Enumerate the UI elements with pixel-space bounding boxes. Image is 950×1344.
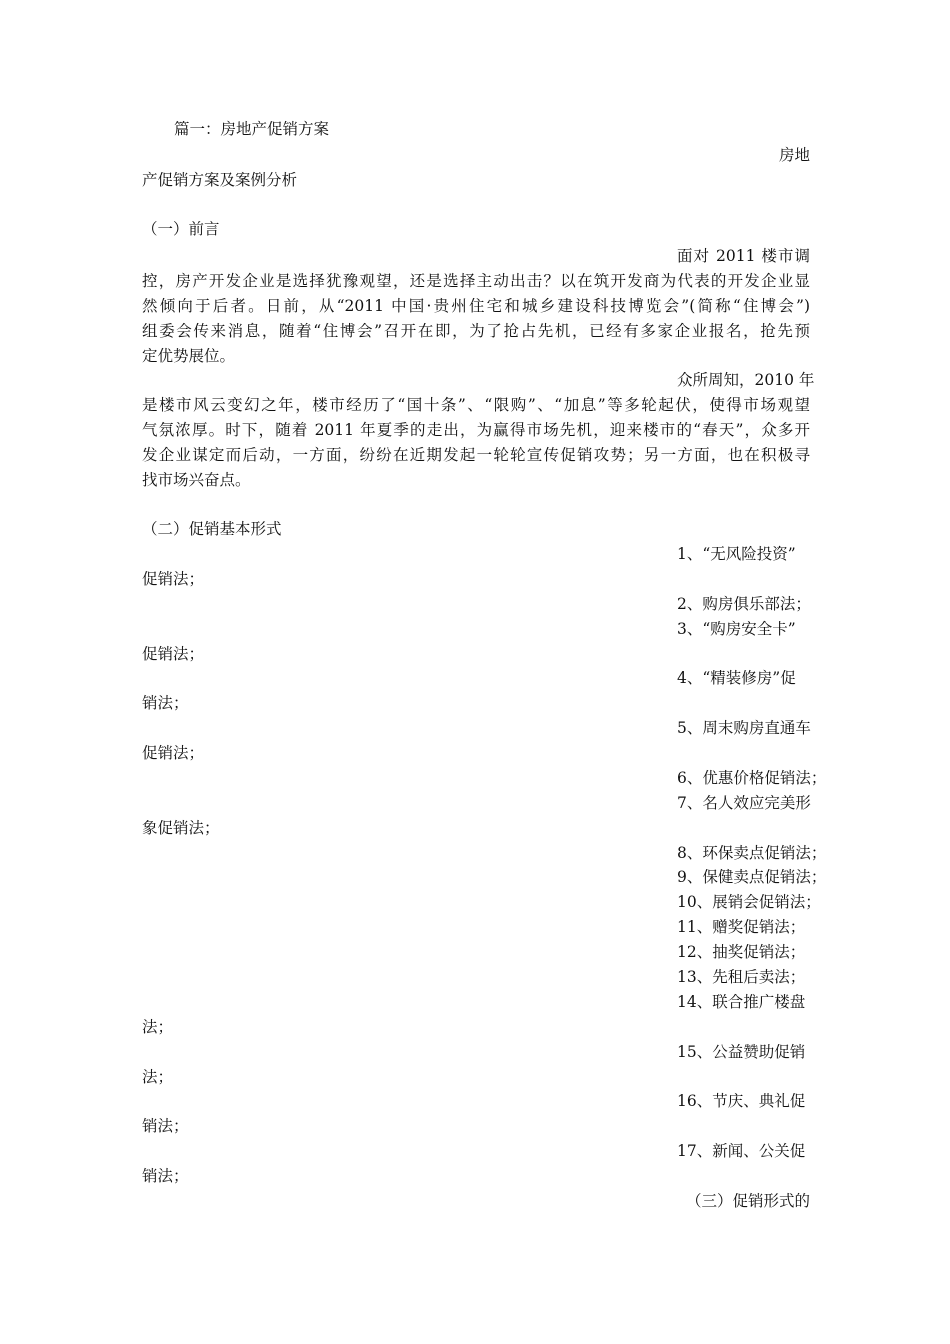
list-item: 17、新闻、公关促 <box>677 1142 806 1160</box>
paragraph-1-line: 然倾向于后者。日前，从“2011 中国·贵州住宅和城乡建设科技博览会”(简称“住博会”) <box>142 297 810 315</box>
list-item: 3、“购房安全卡” <box>677 620 796 638</box>
paragraph-2-line: 发企业谋定而后动，一方面，纷纷在近期发起一轮轮宣传促销攻势；另一方面，也在积极寻 <box>142 446 810 464</box>
list-item: 10、展销会促销法； <box>677 893 821 911</box>
list-item-continuation: 促销法； <box>142 744 205 762</box>
paragraph-2-line: 是楼市风云变幻之年，楼市经历了“国十条”、“限购”、“加息”等多轮起伏，使得市场观望 <box>142 396 810 414</box>
paragraph-1-line: 组委会传来消息，随着“住博会”召开在即，为了抢占先机，已经有多家企业报名，抢先预 <box>142 322 810 340</box>
list-item-continuation: 销法； <box>142 1167 189 1185</box>
list-item: 1、“无风险投资” <box>677 545 796 563</box>
list-item-continuation: 法； <box>142 1068 174 1086</box>
list-item: 6、优惠价格促销法； <box>677 769 827 787</box>
list-item-continuation: 象促销法； <box>142 819 220 837</box>
list-item: 13、先租后卖法； <box>677 968 806 986</box>
section-title-preface: （一）前言 <box>142 220 220 238</box>
paragraph-1-end: 定优势展位。 <box>142 347 236 365</box>
list-item: 16、节庆、典礼促 <box>677 1092 806 1110</box>
document-heading: 篇一：房地产促销方案 <box>174 120 330 138</box>
list-item: 11、赠奖促销法； <box>677 918 806 936</box>
paragraph-2-line: 气氛浓厚。时下，随着 2011 年夏季的走出，为赢得市场先机，迎来楼市的“春天”，众多开 <box>142 421 810 439</box>
list-item: 2、购房俱乐部法； <box>677 595 811 613</box>
list-item: 5、周末购房直通车 <box>677 719 811 737</box>
paragraph-1-start: 面对 2011 楼市调 <box>677 247 810 265</box>
paragraph-2-end: 找市场兴奋点。 <box>142 471 251 489</box>
list-item-continuation: 销法； <box>142 694 189 712</box>
list-item-continuation: 促销法； <box>142 570 205 588</box>
section-title-basic-forms: （二）促销基本形式 <box>142 520 282 538</box>
paragraph-2-start: 众所周知，2010 年 <box>677 371 815 389</box>
list-item-continuation: 法； <box>142 1018 174 1036</box>
list-item-continuation: 促销法； <box>142 645 205 663</box>
list-item: 12、抽奖促销法； <box>677 943 806 961</box>
subtitle-line-2: 产促销方案及案例分析 <box>142 171 298 189</box>
list-item: 9、保健卖点促销法； <box>677 868 827 886</box>
list-item: 14、联合推广楼盘 <box>677 993 806 1011</box>
list-item: 7、名人效应完美形 <box>677 794 811 812</box>
section-title-forms-continued: （三）促销形式的 <box>685 1192 810 1210</box>
list-item: 8、环保卖点促销法； <box>677 844 827 862</box>
list-item: 4、“精装修房”促 <box>677 669 796 687</box>
list-item-continuation: 销法； <box>142 1117 189 1135</box>
subtitle-line-1: 房地 <box>778 146 810 164</box>
list-item: 15、公益赞助促销 <box>677 1043 806 1061</box>
paragraph-1-line: 控，房产开发企业是选择犹豫观望，还是选择主动出击？以在筑开发商为代表的开发企业显 <box>142 272 810 290</box>
